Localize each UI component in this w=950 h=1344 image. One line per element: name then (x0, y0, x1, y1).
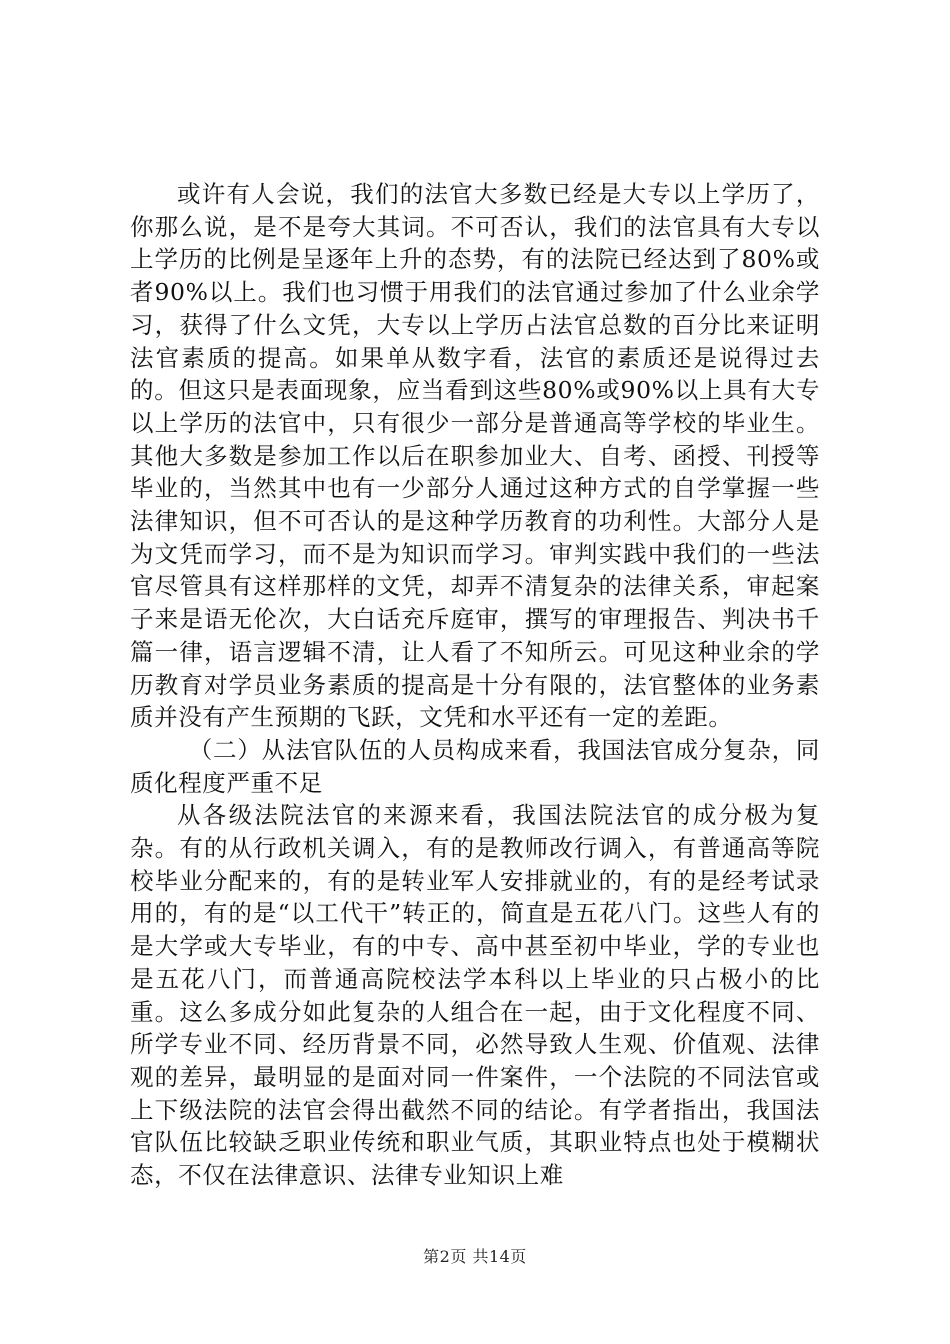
paragraph-education-credentials: 或许有人会说，我们的法官大多数已经是大专以上学历了，你那么说，是不是夸大其词。不可否认，我们的法官具有大专以上学历的比例是呈逐年上升的态势，有的法院已经达到了80%或者90%以上。我们也习惯于用我们的法官通过参加了什么业余学习，获得了什么文凭，大专以上学历占法官总数的百分比来证明法官素质的提高。如果单从数字看，法官的素质还是说得过去的。但这只是表面现象，应当看到这些80%或90%以上具有大专以上学历的法官中，只有很少一部分是普通高等学校的毕业生。其他大多数是参加工作以后在职参加业大、自考、函授、刊授等毕业的，当然其中也有一少部分人通过这种方式的自学掌握一些法律知识，但不可否认的是这种学历教育的功利性。大部分人是为文凭而学习，而不是为知识而学习。审判实践中我们的一些法官尽管具有这样那样的文凭，却弄不清复杂的法律关系，审起案子来是语无伦次，大白话充斥庭审，撰写的审理报告、判决书千篇一律，语言逻辑不清，让人看了不知所云。可见这种业余的学历教育对学员业务素质的提高是十分有限的，法官整体的业务素质并没有产生预期的飞跃，文凭和水平还有一定的差距。 (130, 180, 820, 732)
document-body (130, 178, 820, 1192)
section-heading-composition: （二）从法官队伍的人员构成来看，我国法官成分复杂，同质化程度严重不足 (130, 735, 820, 797)
page-footer: 第2页 共14页 (423, 1247, 527, 1266)
paragraph-judge-sources: 从各级法院法官的来源来看，我国法院法官的成分极为复杂。有的从行政机关调入，有的是教师改行调入，有普通高等院校毕业分配来的，有的是转业军人安排就业的，有的是经考试录用的，有的是“以工代干”转正的，简直是五花八门。这些人有的是大学或大专毕业，有的中专、高中甚至初中毕业，学的专业也是五花八门，而普通高院校法学本科以上毕业的只占极小的比重。这么多成分如此复杂的人组合在一起，由于文化程度不同、所学专业不同、经历背景不同，必然导致人生观、价值观、法律观的差异，最明显的是面对同一件案件，一个法院的不同法官或上下级法院的法官会得出截然不同的结论。有学者指出，我国法官队伍比较缺乏职业传统和职业气质，其职业特点也处于模糊状态，不仅在法律意识、法律专业知识上难 (130, 801, 820, 1190)
